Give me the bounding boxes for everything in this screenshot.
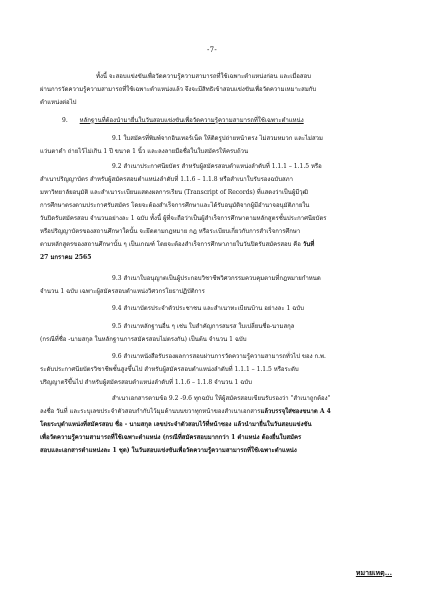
item-line: 9.3 สำเนาใบอนุญาตเป็นผู้ประกอบวิชาชีพวิศวกรรมควบคุมตามที่กฎหมายกำหนด bbox=[112, 275, 321, 282]
closing-bold-line: เพื่อวัดความรู้ความสามารถที่ใช้เฉพาะตำแหน่ง (กรณีที่สมัครสอบมากกว่า 1 ตำแหน่ง ต้องยื่นใบสมัคร bbox=[40, 434, 302, 441]
closing-bold-line: สอบและเอกสารตำแหน่งละ 1 ชุด) ในวันสอบแข่งขันเพื่อวัดความรู้ความสามารถที่ใช้เฉพาะตำแหน่ง bbox=[40, 447, 297, 454]
item-line: สำเนาปริญญาบัตร สำหรับผู้สมัครสอบตำแหน่งลำดับที่ 1.1.6 – 1.1.8 หรือสำเนาใบรับรองฉบับสภา bbox=[40, 176, 294, 183]
closing-bold-line: แล้วบรรจุใส่ซองขนาด A 4 bbox=[260, 408, 331, 415]
item-line: แว่นตาดำ ถ่ายไว้ไม่เกิน 1 ปี ขนาด 1 นิ้ว และลงลายมือชื่อในใบสมัครให้ครบถ้วน bbox=[40, 148, 249, 155]
item-line: มหาวิทยาลัยอนุมัติ และสำเนาระเบียนแสดงผลการเรียน (Transcript of Records) ที่แสดงว่าเป็นผู้มีวุฒิ bbox=[40, 189, 309, 196]
intro-line: ผ่านการวัดความรู้ความสามารถที่ใช้เฉพาะตำแหน่งแล้ว จึงจะมีสิทธิเข้าสอบแข่งขันเพื่อวัดความเหมาะสมกับ bbox=[40, 86, 317, 93]
item-line: วันปิดรับสมัครสอบ จำนวนอย่างละ 1 ฉบับ ทั้งนี้ ผู้ที่จะถือว่าเป็นผู้สำเร็จการศึกษาตามหลักสูตรชั้นประกาศนียบัตร bbox=[40, 215, 327, 222]
item-9-3 bbox=[40, 272, 392, 298]
intro-paragraph bbox=[40, 70, 392, 109]
intro-line: ทั้งนี้ จะสอบแข่งขันเพื่อวัดความรู้ความสามารถที่ใช้เฉพาะตำแหน่งก่อน และเมื่อสอบ bbox=[96, 73, 311, 80]
section-9-heading bbox=[62, 114, 392, 127]
item-line: 9.6 สำเนาหนังสือรับรองผลการสอบผ่านการวัดความรู้ความสามารถทั่วไป ของ ก.พ. bbox=[112, 353, 326, 360]
intro-line: ตำแหน่งต่อไป bbox=[40, 99, 77, 106]
closing-paragraph bbox=[40, 392, 392, 457]
item-line: (กรณีที่ชื่อ -นามสกุล ในหลักฐานการสมัครสอบไม่ตรงกัน) เป็นต้น จำนวน 1 ฉบับ bbox=[40, 336, 247, 343]
deadline-date: 27 มกราคม 2565 bbox=[40, 254, 92, 261]
item-9-6 bbox=[40, 350, 392, 389]
item-line-text: ตามหลักสูตรของสถานศึกษานั้น ๆ เป็นเกณฑ์ โดยจะต้องสำเร็จการศึกษาภายในวันปิดรับสมัครสอบ คือ bbox=[40, 241, 301, 248]
item-9-4 bbox=[40, 302, 392, 315]
closing-bold-line: โดยระบุตำแหน่งที่สมัครสอบ ชื่อ - นามสกุล เลขประจำตัวสอบไว้ที่หน้าซอง แล้วนำมายื่นในวันสอบแข่งขัน bbox=[40, 421, 312, 428]
section-9-number: 9. bbox=[62, 117, 68, 124]
item-line: ปริญญาตรีขึ้นไป สำหรับผู้สมัครสอบตำแหน่งลำดับที่ 1.1.6 – 1.1.8 จำนวน 1 ฉบับ bbox=[40, 379, 252, 386]
closing-line-text: ลงชื่อ วันที่ และระบุเลขประจำตัวสอบกำกับไว้มุมด้านบนขวาทุกหน้าของสำเนาเอกสาร bbox=[40, 408, 261, 415]
item-line bbox=[40, 238, 392, 251]
item-line: หรือปริญญาบัตรของสถานศึกษาใดนั้น จะยึดตามกฎหมาย กฎ หรือระเบียบเกี่ยวกับการสำเร็จการศึกษา bbox=[40, 228, 301, 235]
closing-line: สำเนาเอกสารตามข้อ 9.2 -9.6 ทุกฉบับ ให้ผู้สมัครสอบเขียนรับรองว่า "สำเนาถูกต้อง" bbox=[112, 395, 331, 402]
deadline-prefix: วันที่ bbox=[302, 241, 315, 248]
item-line: 9.4 สำเนาบัตรประจำตัวประชาชน และสำเนาทะเบียนบ้าน อย่างละ 1 ฉบับ bbox=[112, 305, 304, 312]
item-9-1 bbox=[40, 132, 392, 158]
item-line: การศึกษาตรงตามประกาศรับสมัคร โดยจะต้องสำเร็จการศึกษาและได้รับอนุมัติจากผู้มีอำนาจอนุมัติภายใน bbox=[40, 202, 310, 209]
item-line: จำนวน 1 ฉบับ เฉพาะผู้สมัครสอบตำแหน่งวิศวกรโยธาปฏิบัติการ bbox=[40, 288, 205, 295]
closing-line bbox=[40, 405, 392, 418]
item-9-5 bbox=[40, 320, 392, 346]
item-line: 9.5 สำเนาหลักฐานอื่น ๆ เช่น ใบสำคัญการสมรส ใบเปลี่ยนชื่อ-นามสกุล bbox=[112, 323, 295, 330]
section-9-title: หลักฐานที่ต้องนำมายื่นในวันสอบแข่งขันเพื่อวัดความรู้ความสามารถที่ใช้เฉพาะตำแหน่ง bbox=[79, 117, 304, 124]
item-line: 9.1 ใบสมัครที่พิมพ์จากอินเทอร์เน็ต ให้ติดรูปถ่ายหน้าตรง ไม่สวมหมวก และไม่สวม bbox=[112, 135, 323, 142]
page-number: -7- bbox=[206, 46, 218, 54]
item-line: 9.2 สำเนาประกาศนียบัตร สำหรับผู้สมัครสอบตำแหน่งลำดับที่ 1.1.1 – 1.1.5 หรือ bbox=[112, 163, 322, 170]
item-9-2 bbox=[40, 160, 392, 264]
item-line: ระดับประกาศนียบัตรวิชาชีพชั้นสูงขึ้นไป สำหรับผู้สมัครสอบตำแหน่งลำดับที่ 1.1.1 – 1.1.5 หรือระดับ bbox=[40, 366, 299, 373]
continuation-note: หมายเหตุ... bbox=[355, 568, 392, 577]
